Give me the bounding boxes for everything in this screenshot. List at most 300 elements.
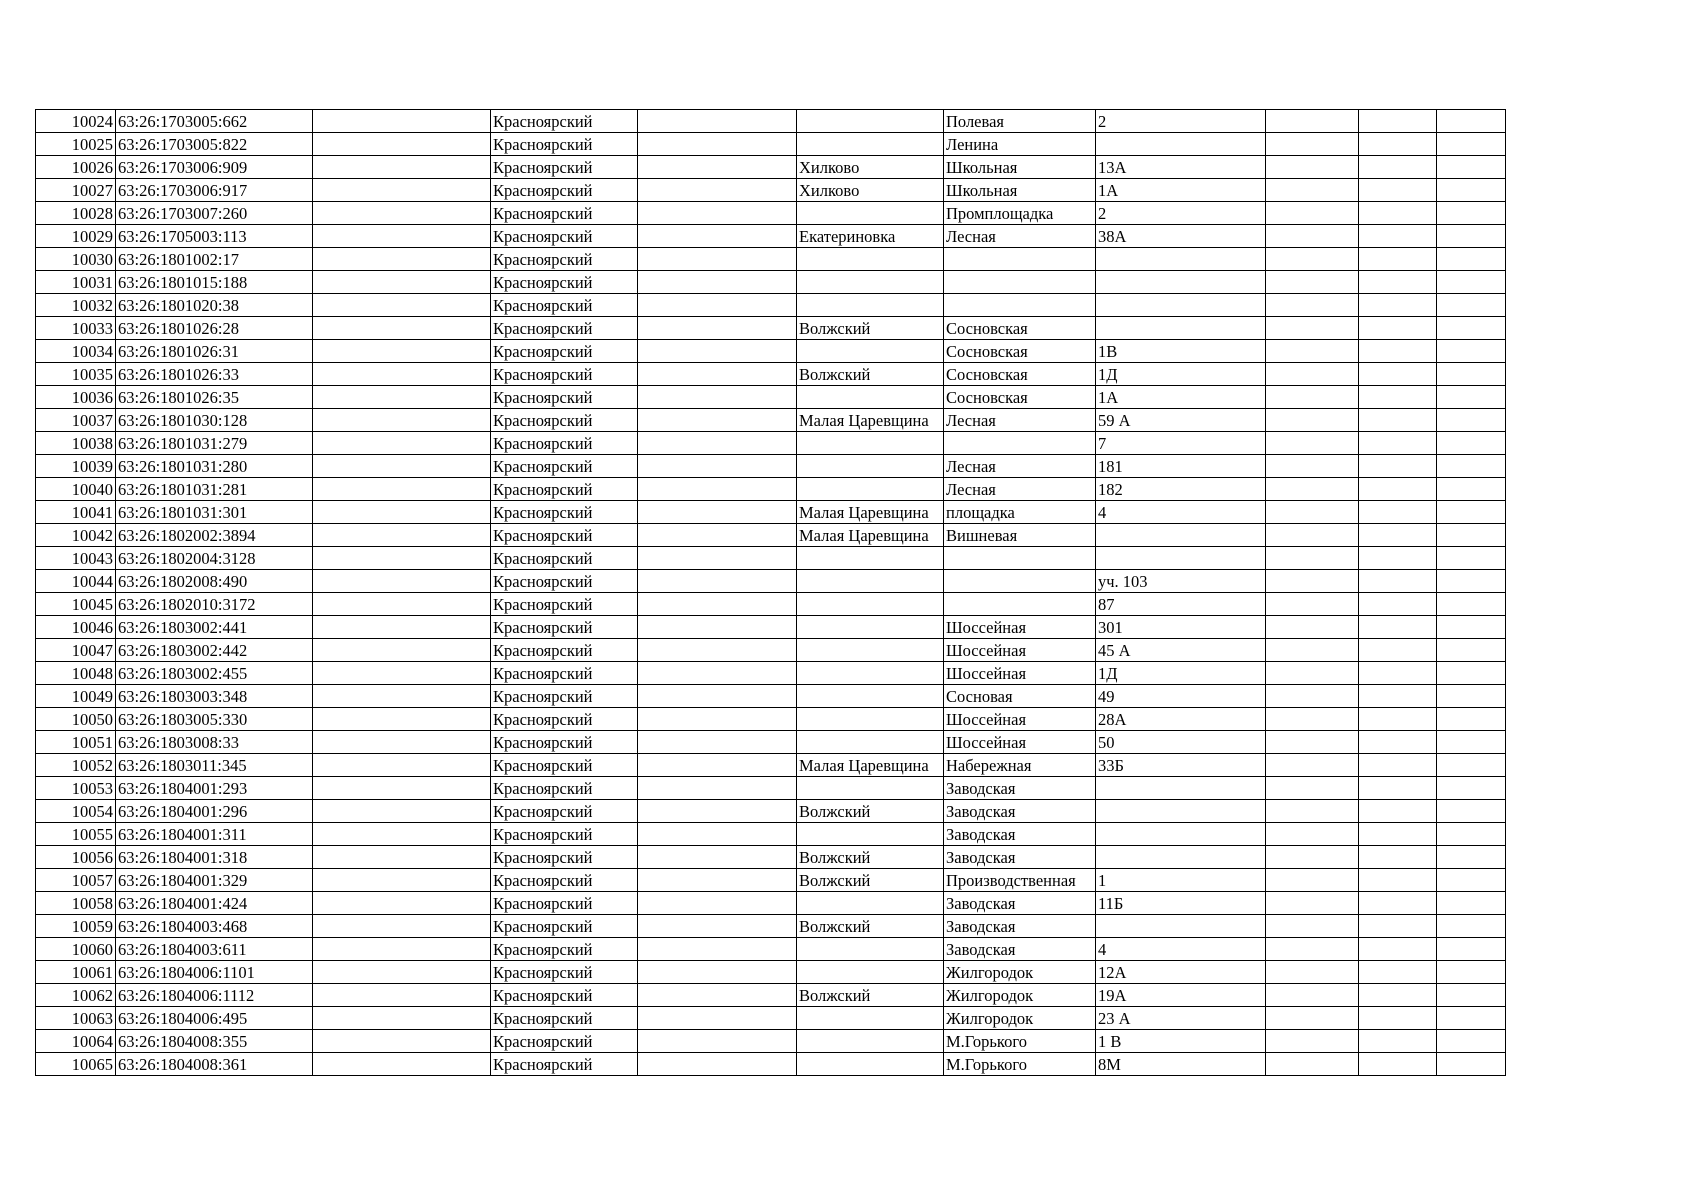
- cadastral-number-cell: 63:26:1802002:3894: [116, 524, 313, 547]
- cadastral-number-cell: 63:26:1801031:301: [116, 501, 313, 524]
- empty-cell: [1266, 478, 1359, 501]
- empty-cell: [1359, 938, 1437, 961]
- cadastral-number-cell: 63:26:1804006:1112: [116, 984, 313, 1007]
- locality-cell: Волжский: [797, 317, 944, 340]
- table-row: [36, 432, 1584, 455]
- street-cell: Шоссейная: [944, 639, 1096, 662]
- empty-cell: [638, 294, 797, 317]
- empty-cell: [638, 248, 797, 271]
- empty-cell: [1359, 317, 1437, 340]
- street-cell: Заводская: [944, 800, 1096, 823]
- street-cell: Заводская: [944, 823, 1096, 846]
- empty-cell: [1359, 823, 1437, 846]
- empty-cell: [1437, 386, 1506, 409]
- cadastral-number-cell: 63:26:1802008:490: [116, 570, 313, 593]
- empty-cell: [1266, 823, 1359, 846]
- house-number-cell: [1096, 777, 1266, 800]
- empty-cell: [1266, 317, 1359, 340]
- empty-cell: [1359, 570, 1437, 593]
- empty-cell: [313, 685, 491, 708]
- empty-cell: [1437, 1007, 1506, 1030]
- row-number-cell: 10063: [36, 1007, 116, 1030]
- row-number-cell: 10044: [36, 570, 116, 593]
- empty-cell: [1437, 478, 1506, 501]
- locality-cell: [797, 662, 944, 685]
- empty-cell: [1266, 1007, 1359, 1030]
- district-cell: Красноярский: [491, 409, 638, 432]
- district-cell: Красноярский: [491, 570, 638, 593]
- cadastral-number-cell: 63:26:1804008:361: [116, 1053, 313, 1076]
- empty-cell: [1266, 938, 1359, 961]
- empty-cell: [313, 1007, 491, 1030]
- row-number-cell: 10064: [36, 1030, 116, 1053]
- house-number-cell: [1096, 846, 1266, 869]
- empty-cell: [638, 823, 797, 846]
- empty-cell: [1359, 455, 1437, 478]
- empty-cell: [1359, 892, 1437, 915]
- table-row: [36, 386, 1584, 409]
- house-number-cell: 59 А: [1096, 409, 1266, 432]
- empty-cell: [1266, 225, 1359, 248]
- locality-cell: [797, 1007, 944, 1030]
- cadastral-number-cell: 63:26:1803002:455: [116, 662, 313, 685]
- street-cell: Лесная: [944, 225, 1096, 248]
- empty-cell: [1359, 639, 1437, 662]
- row-number-cell: 10046: [36, 616, 116, 639]
- empty-cell: [1359, 984, 1437, 1007]
- cadastral-number-cell: 63:26:1801015:188: [116, 271, 313, 294]
- house-number-cell: 50: [1096, 731, 1266, 754]
- empty-cell: [313, 708, 491, 731]
- empty-cell: [313, 317, 491, 340]
- table-row: [36, 662, 1584, 685]
- street-cell: М.Горького: [944, 1030, 1096, 1053]
- empty-cell: [1437, 685, 1506, 708]
- empty-cell: [313, 501, 491, 524]
- street-cell: Сосновая: [944, 685, 1096, 708]
- house-number-cell: 4: [1096, 938, 1266, 961]
- locality-cell: [797, 731, 944, 754]
- empty-cell: [638, 777, 797, 800]
- house-number-cell: [1096, 524, 1266, 547]
- empty-cell: [313, 1053, 491, 1076]
- house-number-cell: [1096, 317, 1266, 340]
- district-cell: Красноярский: [491, 386, 638, 409]
- empty-cell: [638, 202, 797, 225]
- table-row: [36, 110, 1584, 133]
- street-cell: Школьная: [944, 156, 1096, 179]
- empty-cell: [1437, 892, 1506, 915]
- locality-cell: [797, 1053, 944, 1076]
- locality-cell: [797, 271, 944, 294]
- cadastral-number-cell: 63:26:1803005:330: [116, 708, 313, 731]
- empty-cell: [638, 409, 797, 432]
- locality-cell: Хилково: [797, 179, 944, 202]
- street-cell: Сосновская: [944, 340, 1096, 363]
- empty-cell: [638, 156, 797, 179]
- empty-cell: [1359, 271, 1437, 294]
- empty-cell: [1266, 363, 1359, 386]
- district-cell: Красноярский: [491, 524, 638, 547]
- empty-cell: [1266, 110, 1359, 133]
- row-number-cell: 10025: [36, 133, 116, 156]
- cadastral-number-cell: 63:26:1705003:113: [116, 225, 313, 248]
- cadastral-number-cell: 63:26:1801002:17: [116, 248, 313, 271]
- locality-cell: Волжский: [797, 363, 944, 386]
- empty-cell: [1266, 731, 1359, 754]
- house-number-cell: 1В: [1096, 340, 1266, 363]
- street-cell: Ленина: [944, 133, 1096, 156]
- empty-cell: [638, 846, 797, 869]
- row-number-cell: 10028: [36, 202, 116, 225]
- cadastral-number-cell: 63:26:1804001:311: [116, 823, 313, 846]
- cadastral-number-cell: 63:26:1703007:260: [116, 202, 313, 225]
- street-cell: Вишневая: [944, 524, 1096, 547]
- locality-cell: Волжский: [797, 800, 944, 823]
- row-number-cell: 10034: [36, 340, 116, 363]
- table-row: [36, 501, 1584, 524]
- street-cell: М.Горького: [944, 1053, 1096, 1076]
- table-row: [36, 685, 1584, 708]
- cadastral-number-cell: 63:26:1803003:348: [116, 685, 313, 708]
- empty-cell: [1266, 708, 1359, 731]
- empty-cell: [1437, 248, 1506, 271]
- empty-cell: [1266, 961, 1359, 984]
- empty-cell: [1437, 409, 1506, 432]
- empty-cell: [638, 432, 797, 455]
- table-row: [36, 915, 1584, 938]
- house-number-cell: 13А: [1096, 156, 1266, 179]
- row-number-cell: 10033: [36, 317, 116, 340]
- empty-cell: [1266, 869, 1359, 892]
- table-row: [36, 593, 1584, 616]
- cadastral-number-cell: 63:26:1801031:280: [116, 455, 313, 478]
- row-number-cell: 10037: [36, 409, 116, 432]
- locality-cell: Малая Царевщина: [797, 524, 944, 547]
- house-number-cell: 181: [1096, 455, 1266, 478]
- empty-cell: [1266, 202, 1359, 225]
- cadastral-registry-table: [35, 109, 1584, 1076]
- district-cell: Красноярский: [491, 432, 638, 455]
- empty-cell: [1359, 156, 1437, 179]
- empty-cell: [638, 363, 797, 386]
- district-cell: Красноярский: [491, 317, 638, 340]
- empty-cell: [638, 961, 797, 984]
- empty-cell: [1359, 961, 1437, 984]
- locality-cell: Волжский: [797, 846, 944, 869]
- district-cell: Красноярский: [491, 294, 638, 317]
- house-number-cell: 7: [1096, 432, 1266, 455]
- empty-cell: [638, 731, 797, 754]
- empty-cell: [1437, 662, 1506, 685]
- empty-cell: [1359, 133, 1437, 156]
- locality-cell: [797, 708, 944, 731]
- house-number-cell: 38А: [1096, 225, 1266, 248]
- empty-cell: [313, 340, 491, 363]
- row-number-cell: 10045: [36, 593, 116, 616]
- empty-cell: [638, 478, 797, 501]
- empty-cell: [313, 570, 491, 593]
- locality-cell: Волжский: [797, 915, 944, 938]
- empty-cell: [1437, 1030, 1506, 1053]
- cadastral-number-cell: 63:26:1801026:31: [116, 340, 313, 363]
- house-number-cell: 182: [1096, 478, 1266, 501]
- street-cell: Сосновская: [944, 363, 1096, 386]
- cadastral-number-cell: 63:26:1703006:917: [116, 179, 313, 202]
- row-number-cell: 10040: [36, 478, 116, 501]
- district-cell: Красноярский: [491, 340, 638, 363]
- empty-cell: [313, 593, 491, 616]
- table-row: [36, 777, 1584, 800]
- district-cell: Красноярский: [491, 455, 638, 478]
- empty-cell: [1359, 501, 1437, 524]
- empty-cell: [313, 869, 491, 892]
- district-cell: Красноярский: [491, 133, 638, 156]
- cadastral-number-cell: 63:26:1703005:822: [116, 133, 313, 156]
- row-number-cell: 10026: [36, 156, 116, 179]
- row-number-cell: 10036: [36, 386, 116, 409]
- district-cell: Красноярский: [491, 1030, 638, 1053]
- empty-cell: [1437, 616, 1506, 639]
- locality-cell: [797, 892, 944, 915]
- street-cell: Шоссейная: [944, 708, 1096, 731]
- empty-cell: [1266, 133, 1359, 156]
- empty-cell: [313, 961, 491, 984]
- empty-cell: [1266, 984, 1359, 1007]
- empty-cell: [1359, 478, 1437, 501]
- table-row: [36, 340, 1584, 363]
- empty-cell: [1359, 616, 1437, 639]
- empty-cell: [1437, 800, 1506, 823]
- empty-cell: [638, 133, 797, 156]
- locality-cell: [797, 248, 944, 271]
- empty-cell: [638, 1007, 797, 1030]
- street-cell: Жилгородок: [944, 984, 1096, 1007]
- locality-cell: [797, 823, 944, 846]
- cadastral-number-cell: 63:26:1801030:128: [116, 409, 313, 432]
- empty-cell: [313, 662, 491, 685]
- empty-cell: [313, 386, 491, 409]
- empty-cell: [1437, 110, 1506, 133]
- row-number-cell: 10052: [36, 754, 116, 777]
- empty-cell: [1359, 524, 1437, 547]
- empty-cell: [313, 777, 491, 800]
- empty-cell: [1437, 363, 1506, 386]
- street-cell: Набережная: [944, 754, 1096, 777]
- table-row: [36, 1053, 1584, 1076]
- house-number-cell: 2: [1096, 110, 1266, 133]
- row-number-cell: 10035: [36, 363, 116, 386]
- row-number-cell: 10061: [36, 961, 116, 984]
- street-cell: Лесная: [944, 455, 1096, 478]
- locality-cell: Волжский: [797, 869, 944, 892]
- empty-cell: [1266, 800, 1359, 823]
- district-cell: Красноярский: [491, 662, 638, 685]
- empty-cell: [1359, 685, 1437, 708]
- district-cell: Красноярский: [491, 156, 638, 179]
- empty-cell: [1437, 869, 1506, 892]
- empty-cell: [313, 432, 491, 455]
- empty-cell: [1266, 179, 1359, 202]
- empty-cell: [638, 1030, 797, 1053]
- empty-cell: [1266, 892, 1359, 915]
- house-number-cell: [1096, 823, 1266, 846]
- empty-cell: [1359, 777, 1437, 800]
- locality-cell: [797, 294, 944, 317]
- table-row: [36, 984, 1584, 1007]
- empty-cell: [313, 616, 491, 639]
- empty-cell: [1437, 317, 1506, 340]
- house-number-cell: 1Д: [1096, 363, 1266, 386]
- table-row: [36, 846, 1584, 869]
- row-number-cell: 10039: [36, 455, 116, 478]
- empty-cell: [1437, 593, 1506, 616]
- cadastral-number-cell: 63:26:1703005:662: [116, 110, 313, 133]
- table-row: [36, 409, 1584, 432]
- table-row: [36, 133, 1584, 156]
- house-number-cell: 87: [1096, 593, 1266, 616]
- table-row: [36, 547, 1584, 570]
- empty-cell: [1359, 915, 1437, 938]
- street-cell: Заводская: [944, 777, 1096, 800]
- empty-cell: [1359, 869, 1437, 892]
- district-cell: Красноярский: [491, 110, 638, 133]
- cadastral-number-cell: 63:26:1804001:424: [116, 892, 313, 915]
- empty-cell: [638, 547, 797, 570]
- empty-cell: [1437, 179, 1506, 202]
- table-row: [36, 754, 1584, 777]
- empty-cell: [638, 915, 797, 938]
- empty-cell: [1266, 639, 1359, 662]
- empty-cell: [1437, 271, 1506, 294]
- empty-cell: [1359, 340, 1437, 363]
- row-number-cell: 10032: [36, 294, 116, 317]
- empty-cell: [1437, 156, 1506, 179]
- empty-cell: [638, 800, 797, 823]
- street-cell: [944, 547, 1096, 570]
- cadastral-number-cell: 63:26:1801031:281: [116, 478, 313, 501]
- street-cell: Производственная: [944, 869, 1096, 892]
- district-cell: Красноярский: [491, 271, 638, 294]
- house-number-cell: 11Б: [1096, 892, 1266, 915]
- locality-cell: [797, 593, 944, 616]
- empty-cell: [1359, 363, 1437, 386]
- cadastral-number-cell: 63:26:1804006:1101: [116, 961, 313, 984]
- table-row: [36, 271, 1584, 294]
- empty-cell: [638, 639, 797, 662]
- empty-cell: [1437, 547, 1506, 570]
- table-row: [36, 1030, 1584, 1053]
- empty-cell: [1266, 685, 1359, 708]
- street-cell: Заводская: [944, 938, 1096, 961]
- locality-cell: Хилково: [797, 156, 944, 179]
- district-cell: Красноярский: [491, 478, 638, 501]
- empty-cell: [313, 754, 491, 777]
- empty-cell: [1437, 501, 1506, 524]
- district-cell: Красноярский: [491, 1053, 638, 1076]
- locality-cell: [797, 478, 944, 501]
- empty-cell: [1359, 547, 1437, 570]
- table-row: [36, 363, 1584, 386]
- empty-cell: [1437, 961, 1506, 984]
- empty-cell: [313, 179, 491, 202]
- house-number-cell: 1А: [1096, 386, 1266, 409]
- empty-cell: [1266, 294, 1359, 317]
- district-cell: Красноярский: [491, 961, 638, 984]
- empty-cell: [638, 501, 797, 524]
- cadastral-number-cell: 63:26:1803002:441: [116, 616, 313, 639]
- empty-cell: [638, 570, 797, 593]
- table-row: [36, 938, 1584, 961]
- empty-cell: [1359, 754, 1437, 777]
- cadastral-number-cell: 63:26:1804001:293: [116, 777, 313, 800]
- street-cell: Лесная: [944, 478, 1096, 501]
- empty-cell: [1266, 340, 1359, 363]
- empty-cell: [1437, 1053, 1506, 1076]
- empty-cell: [1437, 846, 1506, 869]
- empty-cell: [1437, 731, 1506, 754]
- street-cell: Заводская: [944, 915, 1096, 938]
- empty-cell: [313, 547, 491, 570]
- house-number-cell: 23 А: [1096, 1007, 1266, 1030]
- table-row: [36, 1007, 1584, 1030]
- empty-cell: [313, 938, 491, 961]
- empty-cell: [1266, 547, 1359, 570]
- table-row: [36, 639, 1584, 662]
- row-number-cell: 10042: [36, 524, 116, 547]
- locality-cell: [797, 616, 944, 639]
- empty-cell: [313, 248, 491, 271]
- cadastral-number-cell: 63:26:1803008:33: [116, 731, 313, 754]
- empty-cell: [638, 179, 797, 202]
- empty-cell: [313, 800, 491, 823]
- row-number-cell: 10051: [36, 731, 116, 754]
- row-number-cell: 10065: [36, 1053, 116, 1076]
- house-number-cell: 12А: [1096, 961, 1266, 984]
- street-cell: Жилгородок: [944, 961, 1096, 984]
- district-cell: Красноярский: [491, 823, 638, 846]
- locality-cell: Малая Царевщина: [797, 754, 944, 777]
- district-cell: Красноярский: [491, 501, 638, 524]
- house-number-cell: 1А: [1096, 179, 1266, 202]
- table-row: [36, 478, 1584, 501]
- cadastral-number-cell: 63:26:1801026:28: [116, 317, 313, 340]
- empty-cell: [313, 133, 491, 156]
- empty-cell: [1266, 386, 1359, 409]
- cadastral-number-cell: 63:26:1804001:296: [116, 800, 313, 823]
- district-cell: Красноярский: [491, 777, 638, 800]
- row-number-cell: 10057: [36, 869, 116, 892]
- row-number-cell: 10043: [36, 547, 116, 570]
- empty-cell: [1359, 662, 1437, 685]
- row-number-cell: 10059: [36, 915, 116, 938]
- empty-cell: [1437, 202, 1506, 225]
- empty-cell: [638, 455, 797, 478]
- row-number-cell: 10058: [36, 892, 116, 915]
- district-cell: Красноярский: [491, 800, 638, 823]
- empty-cell: [1266, 432, 1359, 455]
- empty-cell: [638, 524, 797, 547]
- empty-cell: [1359, 409, 1437, 432]
- empty-cell: [313, 202, 491, 225]
- house-number-cell: [1096, 915, 1266, 938]
- table-row: [36, 800, 1584, 823]
- empty-cell: [313, 455, 491, 478]
- table-row: [36, 202, 1584, 225]
- street-cell: Школьная: [944, 179, 1096, 202]
- cadastral-number-cell: 63:26:1804003:611: [116, 938, 313, 961]
- district-cell: Красноярский: [491, 915, 638, 938]
